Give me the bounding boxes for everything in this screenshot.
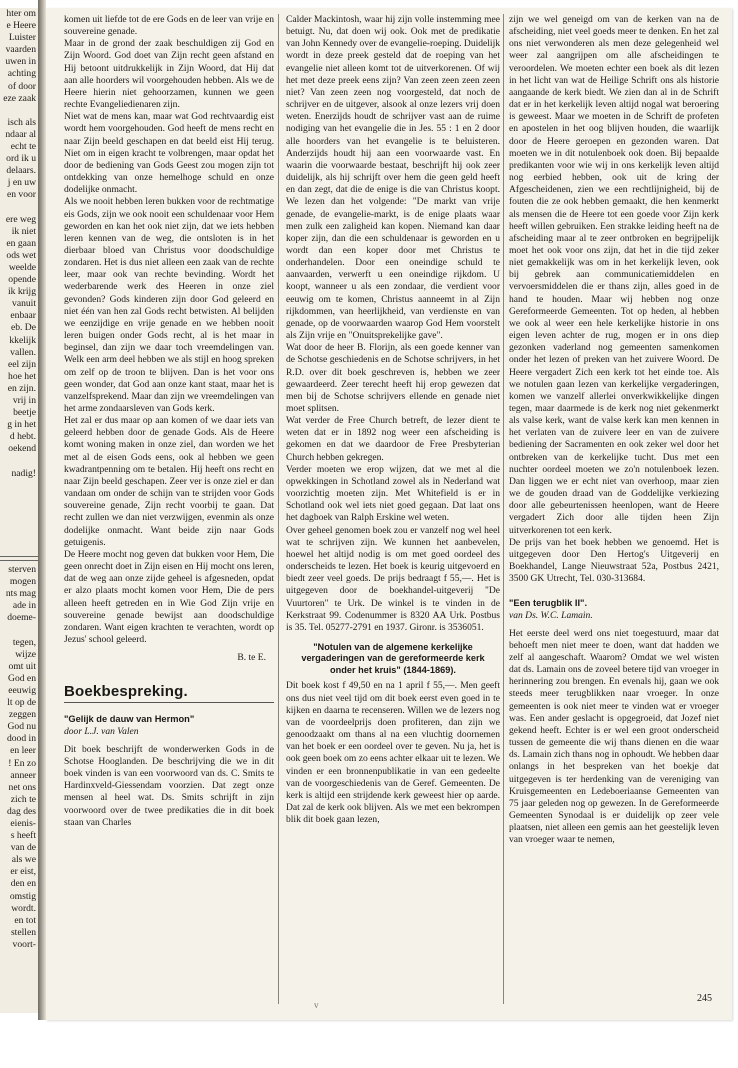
left-page-fragment: of door (8, 80, 36, 92)
left-page-fragment: en voor (6, 189, 36, 201)
left-page-fragment: ods wet (6, 249, 36, 261)
paragraph: Het zal er dus maar op aan komen of we daar iets van geleerd hebben door de genade Gods. Als de Heere komt woning maken in onze ziel, dan worden we het met al de eisen Gods eens, ook al hebben we geen kwadrantpenning om te betalen. Hij heeft ons recht en naar Zijn beeld geschapen. Zeer ver is onze ziel er dan vandaan om onder de schijn van te strijden voor Gods souvereine genade, Zijn recht voorbij te gaan. Dat recht zullen we dan niet verzwijgen, evenmin als onze dodelijke onmacht. Want beide zijn naar Gods getuigenis. (64, 415, 274, 548)
left-page-fragment: en gaan (6, 237, 36, 249)
section-rule (64, 702, 274, 703)
left-page-fragment: eze zaak (3, 92, 36, 104)
left-page-fragment (0, 202, 38, 214)
bottom-mark: v (314, 1000, 319, 1010)
paragraph: Maar in de grond der zaak beschuldigen zij God en Zijn Woord. God doet van Zijn recht geen afstand en Hij betoont uitdrukkelijk in Zijn Woord, dat Hij dat aan alle hoorders wil voorgehouden hebben. Als we de Heere hierin niet gehoorzamen, kunnen we geen rechte Evangeliedienaren zijn. (64, 38, 274, 111)
left-page-fragment: doeme- (7, 612, 36, 624)
left-page-fragment: uwen in (5, 56, 36, 68)
left-page-fragment: d hebt. (9, 431, 36, 443)
paragraph: Calder Mackintosh, waar hij zijn volle instemming mee betuigt. Nu, dat doen wij ook. Ook met de predikatie van John Kennedy over de evangelie-roeping. Duidelijk wordt in deze preek gesteld dat de roeping van het evangelie niet alleen komt tot de uitverkorenen. Of wij het met deze preek eens zijn? Van zeen zeen zeen zeen niet? Van zeen zeen nog voorgesteld, dat noch de schrijver en de uitgever, alsook al onze lezers vrij doen weten. Enerzijds houdt de schrijver vast aan de ruime nodiging van het evangelie die in Jes. 55 : 1 en 2 door alle hoorders van het evangelie is te beluisteren. Anderzijds houdt hij aan een voorwaarde vast. En waarin die voorwaarde bestaat, beschrijft hij ook zeer duidelijk, als hij schrijft over hem die geen geld heeft en dan zegt, dat die de enige is die van Christus koopt. We lezen dan het volgende: "De markt van vrije genade, de evangelie-markt, is de enige plaats waar men zulk een zaligheid kan kopen. Niemand kan daar koper zijn, dan die een schuldenaar is geworden en u wordt dan een koper door met Christus te onderhandelen. Door een oneindige schuld te aanvaarden, verwerft u een oneindige rijkdom. U koopt, wanneer u als een zondaar, die verdient voor eeuwig om te komen, Christus aanneemt in al Zijn rijkdommen, van heerlijkheid, van verdienste en van genade, op de voorwaarden waarop God Hem voorstelt als Zijn vrije en "Onuitsprekelijke gave". (286, 14, 500, 342)
left-page-fragment (0, 105, 38, 117)
left-page-fragment: ere weg (5, 213, 36, 225)
column-1 (64, 14, 274, 829)
left-page-fragment: e Heere (6, 20, 36, 32)
left-page-fragment: zich te (10, 793, 36, 805)
left-page-fragment: en leer (10, 745, 36, 757)
paragraph: zijn we wel geneigd om van de kerken van na de afscheiding, niet veel goeds meer te denken. En het zal ons niet verwonderen als men deze gelegenheid wel weer zal aangrijpen om alle afscheidingen te veroordelen. We moeten echter een boek als dit lezen in het licht van wat de Heilige Schrift ons als historie aangaande de kerk biedt. We zien dan al in de Schrift dat er in het kerkelijk leven altijd nogal wat beroering is geweest. Maar we moeten in de Schrift de profeten en apostelen in het oog blijven houden, die waarlijk door de Heere geroepen en gezonden waren. Dat moeten we in dit notulenboek ook doen. Bij bepaalde predikanten voor wie wij in ons kerkelijk leven altijd nog eerbied hebben, ook uit de kring der Afgescheidenen, zien we een rechtlijnigheid, bij de fouten die ze ook hebben gemaakt, die hen kenmerkt als mensen die de Heere tot een goede voor Zijn kerk heeft willen gebruiken. Een strakke leiding heeft na de afscheiding maar al te zeer ontbroken en begrijpelijk moet het ook voor ons zijn, dat het in die tijd zeker niet gemakkelijk was om in het kerkelijk leven, ook bij gebrek aan communicatiemiddelen en vervoersmiddelen die er thans zijn, alles goed in de hand te houden. Maar wij hebben nog onze Gereformeerde Gemeenten. Tot op heden, al hebben we ook al weer een hele kerkelijke historie in ons eigen leven achter de rug, mogen er in ons diep gezonken vaderland nog gemeenten samenkomen onder het lezen of preken van het zuivere Woord. De Heere vergadert Zich een kerk tot het einde toe. Als we notulen gaan lezen van kerkelijke vergaderingen, komen we vanzelf allerlei onverkwikkelijke dingen tegen, maar daarmede is de kerk nog niet gekenmerkt als valse kerk, want de valse kerk kan men kennen in het verlaten van de zuivere leer en van de zuivere bediening der Sacramenten en ook zeker wel door het ontbreken van de kerkelijke tucht. Dus met een nuchter oordeel moeten we zo'n notulenboek lezen. Dan liggen we er echt niet van overhoop, maar zien we de gouden draad van de Goddelijke verkiezing door alle gebeurtenissen heenlopen, want de Heere vergadert Zich door alle tijden heen Zijn uitverkorenen tot een kerk. (509, 14, 719, 536)
left-page-fragment: Luister (8, 32, 36, 44)
left-page-fragment: dag des (6, 805, 36, 817)
left-page-fragment: hoe het (8, 370, 36, 382)
left-page-fragment: zeggen (8, 709, 36, 721)
left-page-fragment: vallen. (10, 346, 36, 358)
column-2 (286, 14, 500, 826)
left-page-fragment: als we (11, 854, 36, 866)
left-page-fragment: van de (10, 842, 36, 854)
left-page-fragment: achting (7, 68, 36, 80)
column-3 (509, 14, 719, 846)
page-number: 245 (697, 993, 712, 1004)
left-page-fragment: ade in (12, 600, 36, 612)
left-page-fragment: enbaar (10, 310, 36, 322)
left-page-fragment: ! En zo (8, 757, 36, 769)
paragraph: Dit boek beschrijft de wonderwerken Gods in de Schotse Hooglanden. De beschrijving die we in dit boek vinden is van een voorwoord van ds. C. Smits te Hardinxveld-Giessendam voorzien. Dat zegt onze mensen al heel wat. Ds. Smits schrijft in zijn voorwoord over de twee predikaties die in dit boek staan van Charles (64, 743, 274, 828)
left-page-fragment: lt op de (7, 697, 36, 709)
left-page-fragment: God nu (7, 721, 36, 733)
left-page-fragment: s heeft (10, 830, 36, 842)
left-page-fragment: g in het (7, 419, 36, 431)
paragraph: Over geheel genomen boek zou er vanzelf nog wel heel wat te schrijven zijn. We kunnen het aanbevelen, hoewel het altijd nodig is om met goed oordeel des onderscheids te lezen. Het boek is keurig uitgevoerd en biedt zeer veel goeds. De prijs bedraagt f 55,—. Het is uitgegeven door de boekhandel-uitgeverij "De Vuurtoren" te Urk. De winkel is te vinden in de Kerkstraat 99. Codenummer is 8320 AA Urk. Postbus is 35. Tel. 05277-2791 en 1937. Gironr. is 3536051. (286, 524, 500, 633)
left-page-fragment: eb. De (10, 322, 36, 334)
left-page-edge (0, 8, 39, 1013)
left-page-fragment: eel zijn (8, 358, 36, 370)
left-page-fragment: beetje (13, 407, 36, 419)
left-page-fragment (0, 455, 38, 467)
left-page-fragment: en tot (14, 914, 36, 926)
left-page-fragment: ord ik u (6, 153, 36, 165)
paragraph: De prijs van het boek hebben we genoemd. Het is uitgegeven door Den Hertog's Uitgeverij en Boekhandel, Lange Nieuwstraat 52a, Postbus 2421, 3500 GK Utrecht, Tel. 030-313684. (509, 536, 719, 585)
book-author: van Ds. W.C. Lamain. (509, 609, 593, 621)
left-page-fragments-top (0, 8, 38, 480)
left-page-fragment: wijze (15, 648, 36, 660)
column-divider (503, 14, 504, 1004)
paragraph: De Heere mocht nog geven dat bukken voor Hem, Die geen onrecht doet in Zijn eisen en Hij mocht ons leren, dat de weg aan onze zijde geheel is afgesneden, opdat er alzo plaats mocht komen voor Hem, Die de pers alleen heeft getreden en in Wie God Zijn vrije en souvereine genade bewijst aan doodschuldige zondaren. Want eigen krachten te verachten, wordt op Jezus' school geleerd. (64, 548, 274, 645)
paragraph: komen uit liefde tot de ere Gods en de leer van vrije en souvereine genade. (64, 14, 274, 38)
left-page-fragment: omstig (9, 890, 36, 902)
left-page-fragment: er eist, (10, 866, 36, 878)
left-page-fragment: net ons (8, 781, 36, 793)
paragraph: Als we nooit hebben leren bukken voor de rechtmatige eis Gods, zijn we ook nooit een schuldenaar voor Hem geworden en kan het ook niet zijn, dat we iets hebben leren kennen van de weg, die ontsloten is in het dierbaar bloed van Christus voor doodschuldige zondaren. Het is dus niet alleen een zaak van de rechte leer, maar ook van rechte bevinding. Wordt het wederbarende werk des Heeren in onze ziel gevonden? Gods kinderen zijn door God geleerd en niet één van hen zal Gods recht betwisten. Al belijden we eenzijdige en vrije genade en we hebben nooit leren buigen onder Gods recht, al is het maar in beginsel, dan zijn we daar toch vreemdelingen van. Welk een arm deel hebben we als stijl en hoog spreken om zelf op de troon te blijven. Dan is het voor ons geen wonder, dat God aan onze kant staat, maar het is vanzelfsprekend. Maar dan zijn we vreemdelingen van het arme zondaarsleven van Gods kerk. (64, 196, 274, 414)
column-divider (278, 14, 279, 1004)
left-page-fragment: nts mag (5, 588, 36, 600)
book-author: door L.J. van Valen (64, 725, 139, 737)
left-page-fragment: eienis- (10, 817, 36, 829)
left-page-fragment: opende (8, 274, 36, 286)
left-page-fragment: anneer (10, 769, 36, 781)
left-page-fragment: mogen (9, 576, 36, 588)
section-heading: Boekbespreking. (64, 683, 188, 701)
left-page-fragment: dood in (6, 733, 36, 745)
left-page-fragment: voort- (12, 938, 36, 950)
left-page-fragment: tegen, (12, 636, 36, 648)
left-page-fragment: God en (8, 672, 36, 684)
left-page-fragment: j en uw (7, 177, 36, 189)
left-page-fragment: eeuwig (8, 684, 36, 696)
paragraph: Het eerste deel werd ons niet toegestuurd, maar dat behoeft men niet meer te doen, want dat hadden we zelf al aangeschaft. Waarom? Omdat we wel wisten dat ds. Lamain ons de zoveel betere tijd van vroeger in herinnering zou brengen. En evenals hij, gaan we ook steeds meer terugblikken naar vroeger. In onze gemeenten is ook niet meer te vinden wat er vroeger was. Een ander geslacht is opgegroeid, dat Jozef niet gekend heeft. Echter is er wel een groot onderscheid tussen de gemeente die wij thans dienen en die waar ds. Lamain zich thans nog in ophoudt. We hebben daar onlangs in het bespreken van het boekje dat uitgegeven is ter herdenking van de vereniging van Kruisgemeenten en Ledeboeriaanse Gemeenten van 75 jaar geleden nog op gewezen. In de Gereformeerde Gemeenten Synodaal is er duidelijk op zeer vele plaatsen, niet alleen een gemis aan het geestelijk leven van vroeger waar te nemen, (509, 627, 719, 846)
left-page-fragment: isch als (7, 116, 36, 128)
book-title: "Een terugblik II". (509, 598, 588, 609)
paragraph: Niet wat de mens kan, maar wat God rechtvaardig eist wordt hem voorgehouden. God heeft de mens recht en naar Zijn beeld geschapen en dat beeld eist Hij terug. Niet om in eigen kracht te volbrengen, maar opdat het door de bediening van Gods Geest zou mogen zijn tot ontdekking van onze hemelhoge schuld en onze dodelijke onmacht. (64, 111, 274, 196)
left-page-fragment: oekend (8, 443, 36, 455)
paragraph: Wat door de heer B. Florijn, als een goede kenner van de Schotse geschiedenis en de Schotse schrijvers, in het R.D. over dit boek geschreven is, hebben we zeer gewaardeerd. Zeer terecht heeft hij erop gewezen dat men bij de Schotse schrijvers ellende en genade niet moet splitsen. (286, 342, 500, 414)
book-gutter (38, 0, 46, 1020)
left-page-fragment: omt uit (8, 660, 36, 672)
left-page-fragment: ndaar al (5, 128, 36, 140)
left-page-fragment: delaars. (6, 165, 36, 177)
paragraph: Dit boek kost f 49,50 en na 1 april f 55,—. Men geeft ons dus niet veel tijd om dit boek eerst even goed in te kijken en daarna te recenseren. Willen we de lezers nog van de voordeelprijs doen profiteren, dan zijn we genoodzaakt om thans al na een vluchtig doornemen van het boek er een oordeel over te geven. Nu ja, het is ook geen boek om zo eens achter elkaar uit te lezen. We vinden er een bronnenpublikatie in van een gedeelte van de voorgeschiedenis van de Geref. Gemeenten. De kerk is altijd een strijdende kerk geweest hier op aarde. Dat zal de kerk ook blijven. Als we met een bekrompen blik dit boek gaan lezen, (286, 680, 500, 826)
left-page-fragment: vanuit (12, 298, 36, 310)
left-page-rule (0, 560, 38, 561)
left-page-fragment: kkelijk (9, 334, 36, 346)
paragraph: Wat verder de Free Church betreft, de lezer dient te weten dat er in 1892 nog weer een afscheiding is gekomen en dat we daardoor de Free Presbyterian Church hebben gekregen. (286, 415, 500, 463)
left-page-fragment: den en (10, 878, 36, 890)
left-page-fragment: vaarden (5, 44, 36, 56)
left-page-fragment: hter om (6, 8, 36, 19)
left-page-fragments-bottom (0, 564, 38, 951)
left-page-fragment: nadig! (11, 467, 36, 479)
left-page-rule (0, 556, 38, 557)
paragraph: Verder moeten we erop wijzen, dat we met al die opwekkingen in Schotland zowel als in Nederland wat voorzichtig moeten zijn. Met Whitefield is er in Schotland ook wel iets niet goed gegaan. Dat laat ons het dagboek van Ralph Erskine wel weten. (286, 463, 500, 524)
left-page-fragment: ik krijg (8, 286, 36, 298)
left-page-fragment: ik niet (11, 225, 36, 237)
author-signature: B. te E. (237, 652, 266, 664)
left-page-fragment: vrij in (12, 395, 36, 406)
book-title: "Gelijk de dauw van Hermon" (64, 714, 195, 725)
left-page-fragment: en zijn. (7, 382, 36, 394)
right-page (46, 8, 732, 1020)
left-page-fragment: stellen (10, 926, 36, 938)
book-title: "Notulen van de algemene kerkelijke vergaderingen van de gereformeerde kerk onder het kruis" (1844-1869). (301, 641, 485, 675)
left-page-fragment: wordt. (11, 902, 36, 914)
left-page-fragment: echt te (10, 141, 36, 153)
left-page-fragment: weelde (8, 261, 36, 273)
left-page-fragment (0, 624, 38, 636)
left-page-fragment: sterven (8, 564, 36, 575)
